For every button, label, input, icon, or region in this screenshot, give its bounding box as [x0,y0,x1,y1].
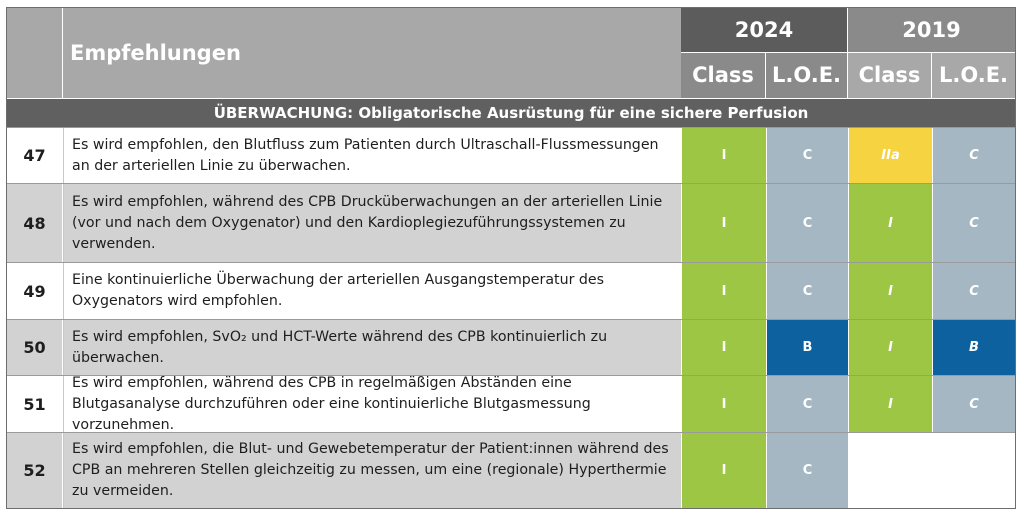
class-2019-cell: I [848,263,932,319]
class-2024-header: Class [681,53,765,98]
class-2024-cell: I [681,184,766,262]
number-header-cell [7,8,62,98]
recommendation-text: Es wird empfohlen, während des CPB Drucküberwachungen an der arteriellen Linie (vor und nach dem Oxygenator) und den Kardioplegiezuführungssystemen zu verwenden. [63,184,681,262]
loe-2019-cell: C [932,184,1015,262]
loe-2024-cell: B [766,320,848,375]
class-2019-cell: I [848,320,932,375]
row-number: 50 [7,320,62,375]
row-number: 47 [7,128,62,183]
section-title: ÜBERWACHUNG: Obligatorische Ausrüstung für eine sichere Perfusion [7,98,1015,127]
recommendation-text: Es wird empfohlen, SvO₂ und HCT-Werte während des CPB kontinuierlich zu überwachen. [63,320,681,375]
loe-2019-cell [932,433,1015,508]
year-2019-header: 2019 [848,8,1015,52]
class-2019-cell: I [848,376,932,432]
loe-2019-cell: C [932,263,1015,319]
recommendation-text: Es wird empfohlen, während des CPB in regelmäßigen Abständen eine Blutgasanalyse durchzuführen oder eine kontinuierliche Blutgasmessung vorzunehmen. [63,376,681,432]
loe-2024-cell: C [766,184,848,262]
class-2019-header: Class [848,53,931,98]
table-row [7,319,1015,375]
row-number: 49 [7,263,62,319]
recommendation-text: Eine kontinuierliche Überwachung der arteriellen Ausgangstemperatur des Oxygenators wird empfohlen. [63,263,681,319]
loe-2019-header: L.O.E. [932,53,1015,98]
table-row [7,432,1015,508]
class-2019-cell: I [848,184,932,262]
table-row [7,183,1015,262]
year-2024-header: 2024 [681,8,847,52]
class-2019-cell [848,433,932,508]
class-2019-cell: IIa [848,128,932,183]
class-2024-cell: I [681,128,766,183]
table-row [7,127,1015,183]
loe-2024-cell: C [766,263,848,319]
loe-2024-cell: C [766,376,848,432]
loe-2024-header: L.O.E. [766,53,847,98]
loe-2024-cell: C [766,128,848,183]
row-number: 52 [7,433,62,508]
loe-2019-cell: C [932,376,1015,432]
table-row [7,262,1015,319]
table-row [7,375,1015,432]
recommendations-table [6,7,1016,509]
loe-2024-cell: C [766,433,848,508]
row-number: 51 [7,376,62,432]
loe-2019-cell: B [932,320,1015,375]
class-2024-cell: I [681,263,766,319]
loe-2019-cell: C [932,128,1015,183]
recommendation-text: Es wird empfohlen, den Blutfluss zum Patienten durch Ultraschall-Flussmessungen an der arteriellen Linie zu überwachen. [63,128,681,183]
recommendations-header: Empfehlungen [63,8,681,98]
class-2024-cell: I [681,433,766,508]
class-2024-cell: I [681,376,766,432]
row-number: 48 [7,184,62,262]
class-2024-cell: I [681,320,766,375]
recommendation-text: Es wird empfohlen, die Blut- und Gewebetemperatur der Patient:innen während des CPB an mehreren Stellen gleichzeitig zu messen, um eine (regionale) Hyperthermie zu vermeiden. [63,433,681,508]
table-header [7,8,1015,98]
